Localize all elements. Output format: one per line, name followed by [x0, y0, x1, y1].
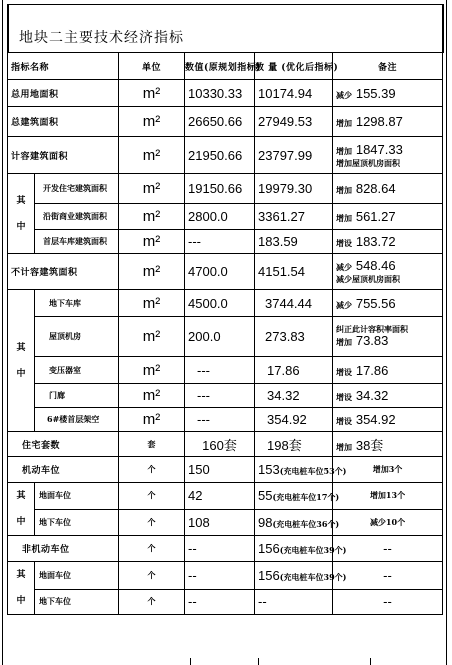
row-optimized: 55(充电桩车位17个) [255, 483, 333, 510]
row-unit: m² [119, 80, 185, 107]
row-unit: m² [119, 107, 185, 137]
row-label: 总建筑面积 [8, 107, 119, 137]
row-planned: 4500.0 [185, 290, 255, 317]
row-note: 增设 17.86 [333, 357, 443, 384]
row-optimized: 23797.99 [255, 137, 333, 174]
row-label: 地下车位 [35, 589, 119, 614]
row-note: 增加 828.64 [333, 174, 443, 204]
row-note: 减少10个 [333, 509, 443, 536]
row-note: -- [333, 562, 443, 590]
row-optimized: 10174.94 [255, 80, 333, 107]
row-label: 不计容建筑面积 [8, 254, 119, 290]
row-optimized: 3744.44 [255, 290, 333, 317]
table-row [8, 317, 443, 357]
header-unit: 单位 [119, 53, 185, 80]
row-label: 非机动车位 [8, 536, 119, 562]
row-optimized: 3361.27 [255, 204, 333, 230]
row-note: 增加 1847.33 增加屋顶机房面积 [333, 137, 443, 174]
row-unit: 个 [119, 483, 185, 510]
row-note: 减少 755.56 [333, 290, 443, 317]
row-planned: --- [185, 384, 255, 408]
row-unit: m² [119, 408, 185, 432]
row-label: 地下车库 [35, 290, 119, 317]
row-planned: 108 [185, 509, 255, 536]
row-optimized: 156(充电桩车位39个) [255, 536, 333, 562]
row-optimized: 19979.30 [255, 174, 333, 204]
group-label: 其 中 [8, 174, 35, 254]
row-note: 增加 561.27 [333, 204, 443, 230]
table-row [8, 509, 443, 536]
row-planned: --- [185, 408, 255, 432]
row-label: 门廊 [35, 384, 119, 408]
left-border [2, 0, 3, 665]
row-optimized: 273.83 [255, 317, 333, 357]
row-label: 首层车库建筑面积 [35, 230, 119, 254]
bottom-divider [190, 658, 191, 665]
row-note: 减少 548.46 减少屋顶机房面积 [333, 254, 443, 290]
row-unit: 个 [119, 457, 185, 483]
table-row [8, 107, 443, 137]
row-label: 计容建筑面积 [8, 137, 119, 174]
table-row [8, 290, 443, 317]
row-unit: 个 [119, 589, 185, 614]
economic-indicators-table [7, 52, 443, 615]
table-row [8, 204, 443, 230]
row-planned: --- [185, 230, 255, 254]
row-note: 增加 38套 [333, 432, 443, 457]
table-row [8, 432, 443, 457]
row-optimized: 98(充电桩车位36个) [255, 509, 333, 536]
row-planned: 42 [185, 483, 255, 510]
row-label: 开发住宅建筑面积 [35, 174, 119, 204]
row-note: 增加13个 [333, 483, 443, 510]
header-planned: 数值(原规划指标) [185, 53, 255, 80]
row-unit: m² [119, 204, 185, 230]
row-optimized: 4151.54 [255, 254, 333, 290]
table-row [8, 137, 443, 174]
row-label: 总用地面积 [8, 80, 119, 107]
header-note: 备注 [333, 53, 443, 80]
row-optimized: 183.59 [255, 230, 333, 254]
row-note: 增设 354.92 [333, 408, 443, 432]
row-planned: 160套 [185, 432, 255, 457]
header-optimized: 数 量 (优化后指标) [255, 53, 333, 80]
table-row [8, 483, 443, 510]
row-planned: 21950.66 [185, 137, 255, 174]
row-note: -- [333, 536, 443, 562]
row-label: 地下车位 [35, 509, 119, 536]
row-optimized: 27949.53 [255, 107, 333, 137]
row-label: 机动车位 [8, 457, 119, 483]
row-unit: m² [119, 254, 185, 290]
table-row [8, 536, 443, 562]
row-optimized: 153(充电桩车位53个) [255, 457, 333, 483]
row-optimized: 156(充电桩车位39个) [255, 562, 333, 590]
row-planned: 150 [185, 457, 255, 483]
row-unit: m² [119, 357, 185, 384]
group-label: 其 中 [8, 483, 35, 536]
bottom-divider [370, 658, 371, 665]
row-unit: m² [119, 290, 185, 317]
row-planned: -- [185, 562, 255, 590]
row-unit: 个 [119, 562, 185, 590]
table-row [8, 589, 443, 614]
row-optimized: -- [255, 589, 333, 614]
header-row [8, 53, 443, 80]
table-row [8, 254, 443, 290]
row-optimized: 198套 [255, 432, 333, 457]
row-label: 地面车位 [35, 483, 119, 510]
table-row [8, 562, 443, 590]
right-border [446, 0, 447, 665]
row-label: 地面车位 [35, 562, 119, 590]
row-planned: 4700.0 [185, 254, 255, 290]
bottom-divider [258, 658, 259, 665]
row-label: 6#楼首层架空 [35, 408, 119, 432]
table-row [8, 80, 443, 107]
row-note: -- [333, 589, 443, 614]
row-note: 增加3个 [333, 457, 443, 483]
row-unit: 套 [119, 432, 185, 457]
row-optimized: 34.32 [255, 384, 333, 408]
row-planned: -- [185, 536, 255, 562]
title-box [7, 4, 444, 53]
header-item: 指标名称 [8, 53, 119, 80]
row-unit: m² [119, 317, 185, 357]
row-note: 增设 34.32 [333, 384, 443, 408]
row-label: 沿街商业建筑面积 [35, 204, 119, 230]
row-unit: 个 [119, 509, 185, 536]
row-planned: 2800.0 [185, 204, 255, 230]
row-unit: m² [119, 384, 185, 408]
group-label: 其 中 [8, 290, 35, 432]
row-planned: 10330.33 [185, 80, 255, 107]
row-note: 增加 1298.87 [333, 107, 443, 137]
row-optimized: 354.92 [255, 408, 333, 432]
row-planned: 19150.66 [185, 174, 255, 204]
table-row [8, 457, 443, 483]
table-title: 地块二主要技术经济指标 [19, 30, 184, 46]
row-note: 增设 183.72 [333, 230, 443, 254]
table-row [8, 384, 443, 408]
row-label: 变压器室 [35, 357, 119, 384]
table-row [8, 357, 443, 384]
table-row [8, 174, 443, 204]
row-planned: 26650.66 [185, 107, 255, 137]
row-unit: m² [119, 174, 185, 204]
row-label: 住宅套数 [8, 432, 119, 457]
row-unit: 个 [119, 536, 185, 562]
row-planned: -- [185, 589, 255, 614]
row-planned: 200.0 [185, 317, 255, 357]
row-note: 减少 155.39 [333, 80, 443, 107]
row-planned: --- [185, 357, 255, 384]
row-unit: m² [119, 230, 185, 254]
row-note: 纠正此计容积率面积 增加 73.83 [333, 317, 443, 357]
row-optimized: 17.86 [255, 357, 333, 384]
table-row [8, 408, 443, 432]
group-label: 其 中 [8, 562, 35, 615]
table-row [8, 230, 443, 254]
row-label: 屋顶机房 [35, 317, 119, 357]
row-unit: m² [119, 137, 185, 174]
